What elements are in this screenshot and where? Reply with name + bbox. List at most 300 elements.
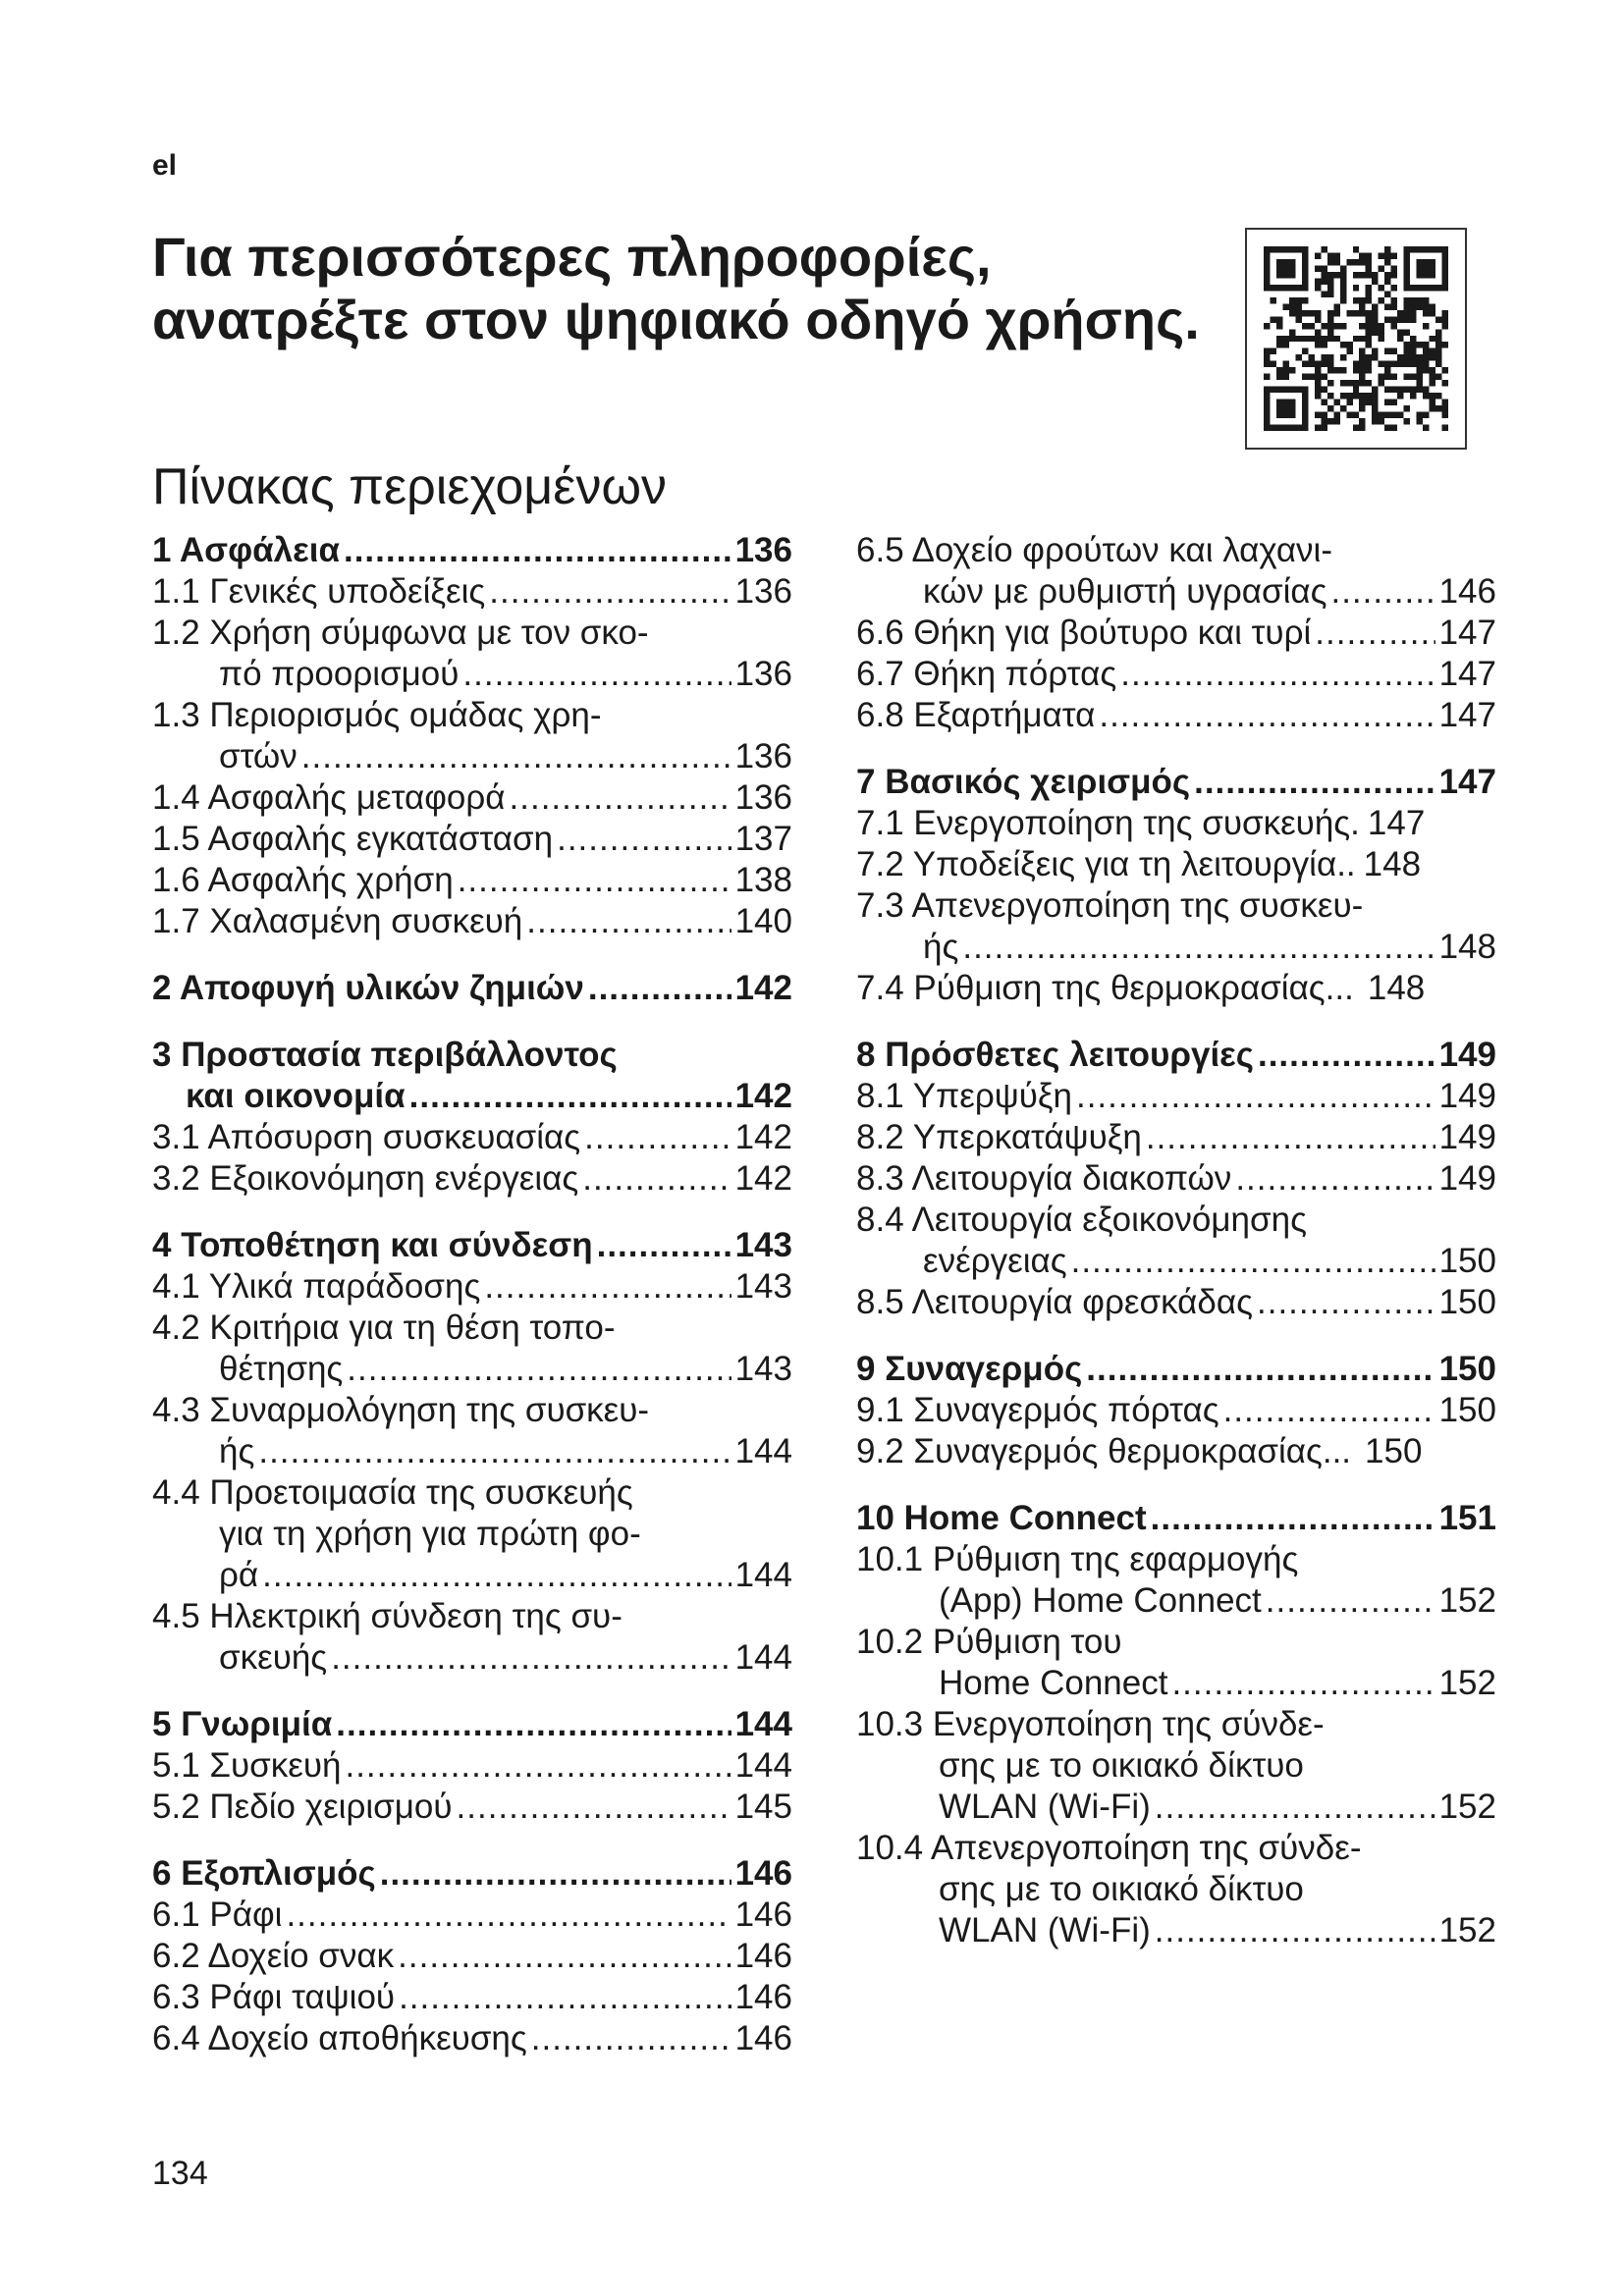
- toc-entry-title: 5.2 Πεδίο χειρισμού: [152, 1788, 453, 1826]
- qr-module: [1410, 303, 1416, 309]
- qr-module: [1276, 246, 1282, 252]
- qr-module: [1391, 412, 1397, 418]
- toc-entry[interactable]: [152, 1977, 792, 2018]
- qr-module: [1327, 336, 1333, 342]
- toc-entry[interactable]: [856, 803, 1496, 844]
- qr-module: [1423, 425, 1429, 431]
- toc-leader: [1257, 1282, 1435, 1323]
- qr-module: [1442, 400, 1448, 405]
- qr-module: [1404, 246, 1410, 252]
- toc-entry-title: 8.4 Λειτουργία εξοικονόμησης: [856, 1201, 1307, 1239]
- qr-module: [1430, 380, 1435, 386]
- qr-module: [1404, 374, 1410, 380]
- qr-module: [1372, 303, 1378, 309]
- qr-module: [1423, 323, 1429, 329]
- toc-entry[interactable]: [856, 1431, 1496, 1472]
- qr-module: [1372, 348, 1378, 354]
- qr-module: [1435, 361, 1441, 367]
- toc-entry-title-cont: σης με το οικιακό δίκτυο: [939, 1746, 1304, 1785]
- qr-module: [1321, 374, 1326, 380]
- qr-module: [1264, 354, 1270, 360]
- toc-entry-title-cont: Home Connect: [939, 1664, 1168, 1702]
- toc-leader: [1258, 1035, 1435, 1076]
- toc-entry-title: 4 Τοποθέτηση και σύνδεση: [152, 1226, 593, 1264]
- toc-entry[interactable]: [152, 613, 792, 695]
- toc-entry[interactable]: [856, 885, 1496, 968]
- qr-module: [1321, 387, 1326, 393]
- toc-leader: [1086, 1349, 1435, 1390]
- toc-entry[interactable]: [152, 819, 792, 860]
- qr-module: [1308, 361, 1314, 367]
- qr-module: [1321, 361, 1326, 367]
- toc-entry[interactable]: [152, 777, 792, 819]
- qr-module: [1327, 259, 1333, 265]
- qr-module: [1264, 405, 1270, 411]
- toc-page-number: 146: [734, 2019, 792, 2057]
- toc-page-number: 143: [734, 1350, 792, 1388]
- qr-module: [1417, 303, 1423, 309]
- qr-module: [1397, 316, 1403, 322]
- qr-module: [1270, 425, 1275, 431]
- toc-entry-title-cont: σκευής: [219, 1638, 328, 1677]
- toc-entry-title: 6.3 Ράφι ταψιού: [152, 1978, 396, 2016]
- toc-entry-title: 1.1 Γενικές υποδείξεις: [152, 572, 486, 611]
- toc-entry[interactable]: [152, 1158, 792, 1200]
- toc-leader: [582, 1158, 731, 1200]
- qr-module: [1442, 316, 1448, 322]
- qr-module: [1359, 374, 1365, 380]
- toc-entry[interactable]: [856, 1200, 1496, 1282]
- qr-module: [1423, 303, 1429, 309]
- qr-module: [1397, 329, 1403, 335]
- qr-module: [1264, 272, 1270, 278]
- toc-leader: [557, 819, 731, 860]
- toc-entry[interactable]: [152, 571, 792, 613]
- toc-entry[interactable]: [856, 613, 1496, 654]
- toc-entry-title-cont: κών με ρυθμιστή υγρασίας: [923, 572, 1327, 611]
- qr-module: [1430, 265, 1435, 271]
- qr-module: [1346, 412, 1352, 418]
- qr-module: [1391, 387, 1397, 393]
- qr-module: [1289, 246, 1295, 252]
- toc-leader: [1171, 1663, 1435, 1704]
- qr-module: [1353, 380, 1359, 386]
- qr-module: [1282, 303, 1288, 309]
- toc-entry[interactable]: [856, 695, 1496, 736]
- toc-entry-title: 4.4 Προετοιμασία της συσκευής: [152, 1473, 633, 1512]
- toc-entry[interactable]: [856, 1828, 1496, 1951]
- qr-module: [1442, 259, 1448, 265]
- toc-entry[interactable]: [152, 1390, 792, 1472]
- qr-module: [1270, 361, 1275, 367]
- toc-entry[interactable]: [152, 1787, 792, 1828]
- qr-module: [1276, 336, 1282, 342]
- qr-module: [1308, 374, 1314, 380]
- toc-entry-title: 8 Πρόσθετες λειτουργίες: [856, 1036, 1254, 1074]
- qr-module: [1372, 316, 1378, 322]
- toc-leader: [531, 2018, 731, 2059]
- qr-module: [1295, 285, 1301, 291]
- qr-module: [1276, 323, 1282, 329]
- qr-module: [1430, 367, 1435, 373]
- qr-module: [1327, 252, 1333, 258]
- qr-module: [1379, 361, 1384, 367]
- qr-module: [1359, 405, 1365, 411]
- toc-section[interactable]: [152, 968, 792, 1009]
- qr-module: [1397, 361, 1403, 367]
- qr-module: [1327, 329, 1333, 335]
- toc-leader: [331, 1637, 731, 1679]
- qr-module: [1417, 246, 1423, 252]
- qr-module: [1276, 400, 1282, 405]
- qr-module: [1327, 272, 1333, 278]
- qr-module: [1384, 387, 1390, 393]
- toc-page-number: 152: [1438, 1911, 1496, 1949]
- toc-entry[interactable]: [152, 1936, 792, 1977]
- toc-page-number: 149: [1438, 1036, 1496, 1074]
- toc-page-number: 140: [734, 902, 792, 940]
- qr-module: [1359, 336, 1365, 342]
- toc-entry[interactable]: [856, 1539, 1496, 1622]
- toc-entry-title: 1.6 Ασφαλής χρήση: [152, 861, 454, 899]
- toc-leader: [1151, 1498, 1435, 1539]
- qr-module: [1340, 272, 1346, 278]
- qr-module: [1340, 367, 1346, 373]
- qr-module: [1302, 246, 1308, 252]
- qr-module: [1302, 259, 1308, 265]
- toc-entry[interactable]: [152, 1308, 792, 1390]
- qr-module: [1295, 354, 1301, 360]
- qr-module: [1410, 342, 1416, 347]
- toc-entry[interactable]: [856, 1282, 1496, 1323]
- qr-module: [1270, 246, 1275, 252]
- qr-module: [1340, 297, 1346, 303]
- qr-module: [1276, 259, 1282, 265]
- qr-module: [1315, 329, 1321, 335]
- qr-module: [1359, 425, 1365, 431]
- toc-leader: [510, 777, 731, 819]
- qr-module: [1282, 259, 1288, 265]
- qr-module: [1410, 374, 1416, 380]
- qr-module: [1430, 374, 1435, 380]
- toc-section[interactable]: [152, 1853, 792, 1895]
- qr-module: [1315, 252, 1321, 258]
- qr-module: [1353, 387, 1359, 393]
- toc-entry[interactable]: [856, 1158, 1496, 1200]
- qr-module: [1289, 412, 1295, 418]
- toc-leader: [1155, 1910, 1435, 1951]
- qr-module: [1404, 342, 1410, 347]
- qr-module: [1372, 272, 1378, 278]
- qr-module: [1379, 374, 1384, 380]
- qr-module: [1276, 272, 1282, 278]
- toc-entry[interactable]: [856, 1704, 1496, 1828]
- toc-entry-title: 7.1 Ενεργοποίηση της συσκευής.: [856, 804, 1360, 842]
- toc-entry-title-cont: για τη χρήση για πρώτη φο-: [219, 1515, 641, 1553]
- toc-section[interactable]: [152, 530, 792, 571]
- toc-leader: [1315, 613, 1435, 654]
- qr-module: [1417, 374, 1423, 380]
- toc-section[interactable]: [856, 1498, 1496, 1539]
- qr-module: [1282, 425, 1288, 431]
- qr-module: [1410, 310, 1416, 316]
- toc-page-number: 138: [734, 861, 792, 899]
- qr-module: [1430, 348, 1435, 354]
- qr-module: [1372, 393, 1378, 399]
- qr-module: [1417, 412, 1423, 418]
- qr-module: [1442, 367, 1448, 373]
- toc-entry[interactable]: [856, 1622, 1496, 1704]
- qr-module: [1423, 361, 1429, 367]
- toc-entry-title: 4.2 Κριτήρια για τη θέση τοπο-: [152, 1308, 616, 1347]
- toc-section[interactable]: [856, 1035, 1496, 1076]
- qr-module: [1410, 354, 1416, 360]
- qr-module: [1282, 336, 1288, 342]
- toc-entry-title: 7 Βασικός χειρισμός: [856, 763, 1191, 801]
- toc-entry[interactable]: [152, 2018, 792, 2059]
- toc-entry-title: 2 Αποφυγή υλικών ζημιών: [152, 969, 584, 1007]
- page-number: 134: [152, 2155, 208, 2192]
- toc-entry[interactable]: [856, 1076, 1496, 1117]
- qr-module: [1417, 418, 1423, 424]
- toc-entry-title: 5.1 Συσκευή: [152, 1746, 342, 1785]
- qr-module: [1384, 367, 1390, 373]
- toc-entry-title: 1.7 Χαλασμένη συσκευή: [152, 902, 523, 940]
- qr-module: [1308, 310, 1314, 316]
- toc-entry-title-cont: ενέργειας: [923, 1242, 1067, 1280]
- qr-module: [1282, 272, 1288, 278]
- qr-module: [1417, 361, 1423, 367]
- qr-module: [1282, 265, 1288, 271]
- qr-module: [1379, 336, 1384, 342]
- toc-entry[interactable]: [152, 1745, 792, 1787]
- qr-module: [1404, 354, 1410, 360]
- qr-module: [1423, 310, 1429, 316]
- qr-module: [1302, 387, 1308, 393]
- toc-leader: [409, 1076, 731, 1117]
- toc-page-number: 144: [734, 1746, 792, 1785]
- toc-page-number: 136: [734, 531, 792, 569]
- qr-module: [1302, 361, 1308, 367]
- toc-leader: [1330, 571, 1435, 613]
- toc-leader: [458, 860, 731, 901]
- qr-module: [1282, 285, 1288, 291]
- qr-module: [1430, 354, 1435, 360]
- toc-leader: [526, 901, 731, 942]
- toc-entry-title: 9 Συναγερμός: [856, 1350, 1083, 1388]
- qr-module: [1264, 348, 1270, 354]
- qr-module: [1435, 374, 1441, 380]
- toc-entry-title: 8.2 Υπερκατάψυξη: [856, 1118, 1142, 1156]
- qr-module: [1372, 323, 1378, 329]
- qr-module: [1327, 285, 1333, 291]
- qr-module: [1321, 336, 1326, 342]
- qr-module: [1423, 285, 1429, 291]
- qr-module: [1423, 259, 1429, 265]
- qr-module: [1423, 246, 1429, 252]
- qr-module: [1315, 367, 1321, 373]
- qr-module: [1353, 310, 1359, 316]
- qr-module: [1404, 329, 1410, 335]
- qr-module: [1410, 246, 1416, 252]
- toc-page-number: 142: [734, 1159, 792, 1198]
- qr-module: [1404, 361, 1410, 367]
- qr-module: [1442, 323, 1448, 329]
- qr-module: [1366, 285, 1372, 291]
- qr-module: [1327, 291, 1333, 296]
- qr-module: [1359, 361, 1365, 367]
- qr-module: [1379, 252, 1384, 258]
- toc-entry[interactable]: [152, 695, 792, 777]
- toc-entry-title: 10.2 Ρύθμιση του: [856, 1623, 1122, 1661]
- toc-page-number: 143: [734, 1226, 792, 1264]
- toc-entry-title-cont: και οικονομία: [186, 1077, 406, 1115]
- toc-entry[interactable]: [152, 1472, 792, 1596]
- toc-entry-title: 1.2 Χρήση σύμφωνα με τον σκο-: [152, 614, 649, 652]
- qr-module: [1315, 316, 1321, 322]
- qr-module: [1346, 259, 1352, 265]
- toc-page-number: 148: [1438, 928, 1496, 966]
- qr-module: [1410, 348, 1416, 354]
- toc-entry[interactable]: [152, 1266, 792, 1308]
- qr-module: [1282, 342, 1288, 347]
- toc-entry[interactable]: [856, 844, 1496, 885]
- toc-entry[interactable]: [856, 1117, 1496, 1158]
- qr-module: [1282, 367, 1288, 373]
- qr-module: [1308, 336, 1314, 342]
- qr-module: [1372, 400, 1378, 405]
- toc-entry-title: 6.7 Θήκη πόρτας: [856, 655, 1117, 693]
- toc-entry-title: 10 Home Connect: [856, 1499, 1147, 1537]
- toc-page-number: 152: [1438, 1581, 1496, 1620]
- qr-module: [1321, 278, 1326, 284]
- qr-module: [1442, 246, 1448, 252]
- qr-module: [1270, 387, 1275, 393]
- toc-entry-title: 6.8 Εξαρτήματα: [856, 696, 1096, 734]
- qr-module: [1340, 380, 1346, 386]
- qr-module: [1264, 361, 1270, 367]
- toc-section[interactable]: [856, 762, 1496, 803]
- qr-module: [1327, 380, 1333, 386]
- qr-module: [1289, 265, 1295, 271]
- qr-module: [1321, 425, 1326, 431]
- toc-page-number: 143: [734, 1267, 792, 1306]
- toc-entry-title: 6.4 Δοχείο αποθήκευσης: [152, 2019, 527, 2057]
- toc-entry[interactable]: [856, 968, 1496, 1009]
- toc-section[interactable]: [152, 1035, 792, 1117]
- qr-module: [1302, 374, 1308, 380]
- qr-module: [1302, 310, 1308, 316]
- toc-leader: [301, 736, 731, 777]
- qr-module: [1417, 297, 1423, 303]
- digital-guide-headline: Για περισσότερες πληροφορίες, ανατρέξτε στον ψηφιακό οδηγό χρήσης.: [152, 226, 1200, 350]
- qr-module: [1264, 418, 1270, 424]
- qr-module: [1276, 425, 1282, 431]
- toc-entry-title-cont: WLAN (Wi-Fi): [939, 1911, 1151, 1949]
- toc-entry[interactable]: [152, 901, 792, 942]
- toc-page-number: 144: [734, 1705, 792, 1743]
- qr-module: [1333, 412, 1339, 418]
- qr-module: [1315, 374, 1321, 380]
- qr-module: [1353, 367, 1359, 373]
- qr-module: [1366, 380, 1372, 386]
- qr-module: [1282, 374, 1288, 380]
- qr-module: [1417, 342, 1423, 347]
- qr-module: [1366, 400, 1372, 405]
- qr-module: [1417, 272, 1423, 278]
- qr-module: [1295, 303, 1301, 309]
- qr-module: [1430, 259, 1435, 265]
- qr-module: [1379, 323, 1384, 329]
- qr-module: [1282, 405, 1288, 411]
- toc-page-number: 147: [1367, 804, 1426, 842]
- qr-module: [1366, 329, 1372, 335]
- qr-module: [1327, 418, 1333, 424]
- toc-entry[interactable]: [152, 1895, 792, 1936]
- toc-page-number: 148: [1367, 969, 1426, 1007]
- toc-page-number: 136: [734, 737, 792, 775]
- toc-entry[interactable]: [152, 1596, 792, 1679]
- toc-entry[interactable]: [856, 654, 1496, 695]
- qr-module: [1404, 303, 1410, 309]
- toc-section[interactable]: [152, 1225, 792, 1266]
- toc-title: Πίνακας περιεχομένων: [152, 458, 668, 515]
- toc-entry-title: 1.4 Ασφαλής μεταφορά: [152, 778, 506, 817]
- toc-page-number: 152: [1438, 1664, 1496, 1702]
- qr-module: [1321, 418, 1326, 424]
- toc-leader: [345, 1745, 731, 1787]
- qr-module: [1315, 361, 1321, 367]
- toc-page-number: 146: [734, 1854, 792, 1893]
- qr-module: [1321, 400, 1326, 405]
- toc-page-number: 144: [734, 1432, 792, 1470]
- toc-entry-title: 5 Γνωριμία: [152, 1705, 333, 1743]
- toc-entry[interactable]: [856, 530, 1496, 613]
- qr-module: [1276, 367, 1282, 373]
- qr-module: [1333, 323, 1339, 329]
- toc-leader: [1099, 695, 1435, 736]
- toc-section[interactable]: [152, 1704, 792, 1745]
- toc-leader: [1146, 1117, 1435, 1158]
- qr-module: [1315, 265, 1321, 271]
- toc-entry[interactable]: [152, 860, 792, 901]
- qr-module: [1302, 323, 1308, 329]
- toc-entry[interactable]: [152, 1117, 792, 1158]
- toc-section[interactable]: [856, 1349, 1496, 1390]
- qr-module: [1353, 393, 1359, 399]
- qr-module: [1404, 387, 1410, 393]
- toc-entry-title: 9.1 Συναγερμός πόρτας: [856, 1391, 1219, 1429]
- qr-module: [1404, 297, 1410, 303]
- qr-module: [1384, 272, 1390, 278]
- qr-module: [1321, 323, 1326, 329]
- qr-module: [1366, 336, 1372, 342]
- qr-module: [1333, 303, 1339, 309]
- qr-module: [1384, 348, 1390, 354]
- qr-module: [1410, 316, 1416, 322]
- qr-module: [1366, 265, 1372, 271]
- qr-module: [1423, 393, 1429, 399]
- toc-leader: [1223, 1390, 1435, 1431]
- qr-module: [1315, 285, 1321, 291]
- toc-entry[interactable]: [856, 1390, 1496, 1431]
- qr-module: [1302, 252, 1308, 258]
- qr-module: [1270, 297, 1275, 303]
- qr-module: [1315, 412, 1321, 418]
- qr-module: [1321, 272, 1326, 278]
- qr-module: [1282, 246, 1288, 252]
- qr-module: [1359, 400, 1365, 405]
